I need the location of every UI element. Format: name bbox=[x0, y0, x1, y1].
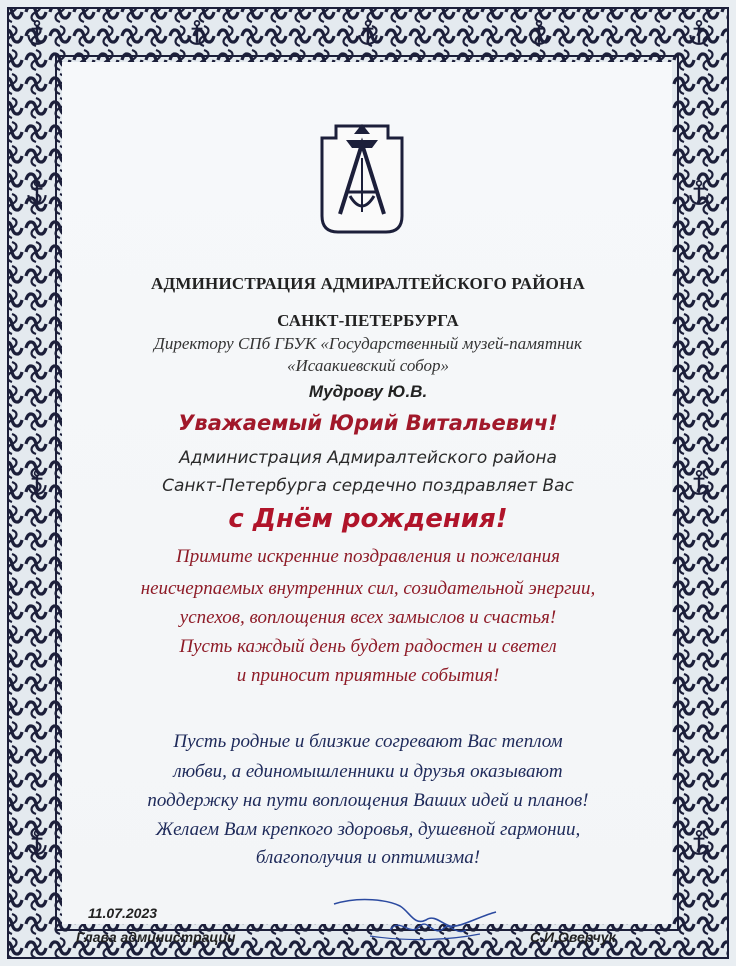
signature-icon bbox=[330, 886, 500, 946]
paragraph2-line-2: любви, а единомышленники и друзья оказывают bbox=[173, 761, 563, 782]
paragraph2-line-4: Желаем Вам крепкого здоровья, душевной гармонии, bbox=[155, 819, 581, 840]
greeting: Уважаемый Юрий Витальевич! bbox=[178, 411, 558, 435]
paragraph2-line-1: Пусть родные и близкие согревают Вас теплом bbox=[173, 731, 563, 752]
paragraph1-line-4: Пусть каждый день будет радостен и светел bbox=[179, 636, 557, 657]
paragraph1-line-5: и приносит приятные события! bbox=[236, 665, 500, 686]
intro-line-2: Санкт-Петербурга сердечно поздравляет Вас bbox=[162, 476, 574, 496]
recipient-line-2: «Исаакиевский собор» bbox=[286, 356, 449, 375]
paragraph1-line-2: неисчерпаемых внутренних сил, созидательной энергии, bbox=[140, 578, 596, 599]
paragraph1-line-3: успехов, воплощения всех замыслов и счастья! bbox=[179, 607, 557, 628]
footer-date: 11.07.2023 bbox=[88, 905, 158, 921]
paragraph2-line-3: поддержку на пути воплощения Ваших идей и планов! bbox=[147, 790, 589, 811]
recipient-line-1: Директору СПб ГБУК «Государственный музей-памятник bbox=[154, 334, 582, 353]
emblem-icon bbox=[316, 118, 408, 236]
header-line-2: САНКТ-ПЕТЕРБУРГА bbox=[277, 311, 459, 330]
occasion-title: с Днём рождения! bbox=[228, 504, 508, 534]
paragraph1-line-1: Примите искренние поздравления и пожелания bbox=[176, 546, 560, 567]
footer-position: Глава администрации bbox=[76, 929, 236, 945]
footer-signatory: С.И.Оверчук bbox=[530, 929, 616, 945]
header-line-1: АДМИНИСТРАЦИЯ АДМИРАЛТЕЙСКОГО РАЙОНА bbox=[151, 274, 585, 293]
intro-line-1: Администрация Адмиралтейского района bbox=[179, 448, 557, 468]
paragraph2-line-5: благополучия и оптимизма! bbox=[255, 847, 481, 868]
recipient-name: Мудрову Ю.В. bbox=[308, 382, 428, 401]
